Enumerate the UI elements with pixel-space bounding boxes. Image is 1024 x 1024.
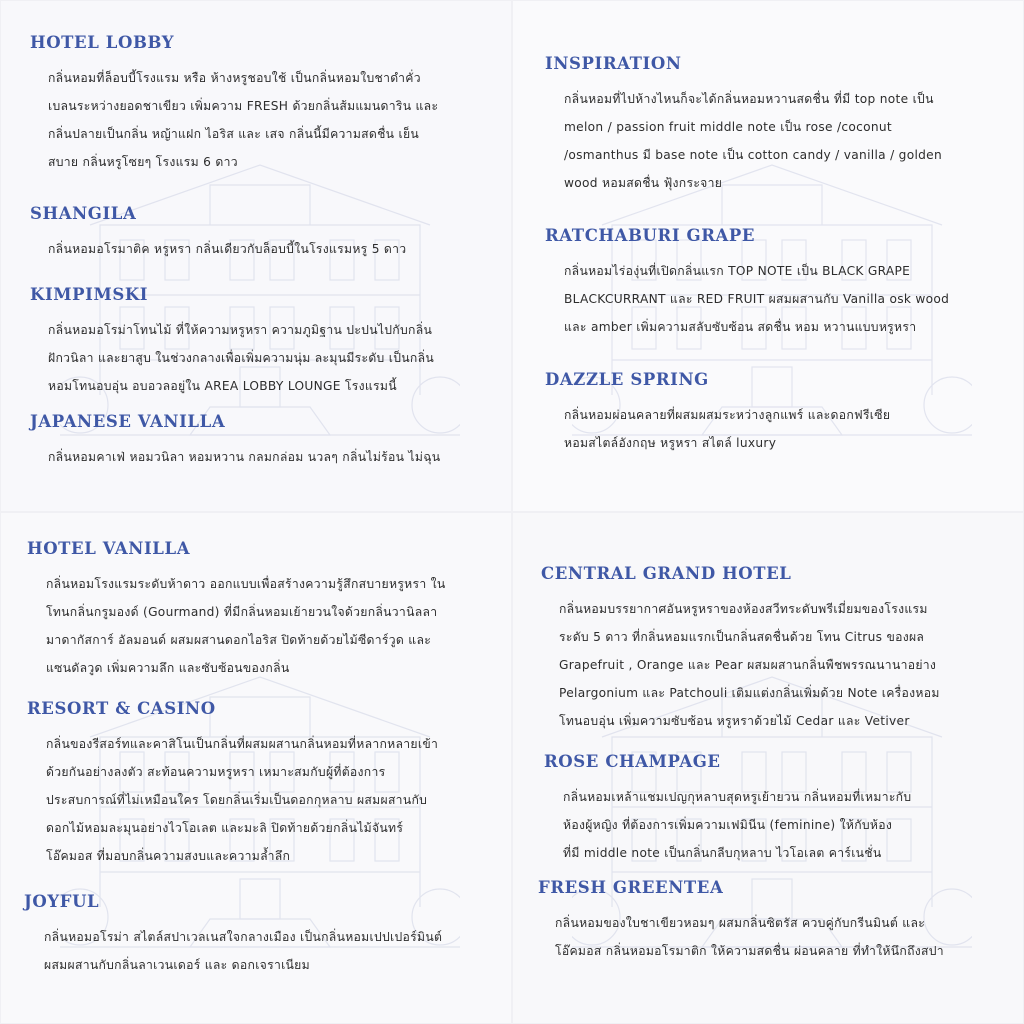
section-inspiration	[512, 54, 1024, 197]
section-description	[559, 595, 1024, 735]
description-line: กลิ่นหอมอโรมาติค หรูหรา กลิ่นเดียวกับล็อบบี้ในโรงแรมหรู 5 ดาว	[48, 242, 407, 256]
section-shangila	[0, 204, 512, 263]
description-line: กลิ่นหอมคาเฟ่ หอมวนิลา หอมหวาน กลมกล่อม นวลๆ กลิ่นไม่ร้อน ไม่ฉุน	[48, 450, 441, 464]
description-line: กลิ่นหอมบรรยากาศอันหรูหราของห้องสวีทระดับพรีเมี่ยมของโรงแรม	[559, 602, 928, 616]
section-title: JOYFUL	[24, 892, 100, 911]
description-line: โทนกลิ่นกรูมองด์ (Gourmand) ที่มีกลิ่นหอมเย้ายวนใจด้วยกลิ่นวานิลลา	[46, 605, 438, 619]
section-title: DAZZLE SPRING	[545, 370, 709, 389]
description-line: wood หอมสดชื่น ฟุ้งกระจาย	[564, 176, 723, 190]
section-dazzle-spring	[512, 370, 1024, 457]
section-title: HOTEL VANILLA	[27, 539, 191, 558]
description-line: ฝักวนิลา และยาสูบ ในช่วงกลางเพื่อเพิ่มความนุ่ม ละมุนมีระดับ เป็นกลิ่น	[48, 351, 434, 365]
description-line: กลิ่นหอมที่ล็อบบี้โรงแรม หรือ ห้างหรูชอบใช้ เป็นกลิ่นหอมใบชาดำคั่ว	[48, 71, 421, 85]
description-line: สบาย กลิ่นหรูโซยๆ โรงแรม 6 ดาว	[48, 155, 238, 169]
description-line: กลิ่นปลายเป็นกลิ่น หญ้าแฝก ไอริส และ เสจ กลิ่นนี้มีความสดชื่น เย็น	[48, 127, 420, 141]
section-title: INSPIRATION	[545, 54, 682, 73]
description-line: ผสมผสานกับกลิ่นลาเวนเดอร์ และ ดอกเจราเนียม	[44, 958, 310, 972]
section-japanese-vanilla	[0, 412, 512, 471]
section-central-grand-hotel	[512, 564, 1024, 735]
description-line: /osmanthus มี base note เป็น cotton candy / vanilla / golden	[564, 148, 942, 162]
section-kimpimski	[0, 285, 512, 400]
description-line: และ amber เพิ่มความสลับซับซ้อน สดชื่น หอม หวานแบบหรูหรา	[564, 320, 917, 334]
description-line: โทนอบอุ่น เพิ่มความซับซ้อน หรูหราด้วยไม้ Cedar และ Vetiver	[559, 714, 910, 728]
description-line: กลิ่นหอมผ่อนคลายที่ผสมผสมระหว่างลูกแพร์ และดอกฟรีเซีย	[564, 408, 891, 422]
panel-bottom-right	[512, 512, 1024, 1024]
description-line: Grapefruit , Orange และ Pear ผสมผสานกลิ่นพืชพรรณนานาอย่าง	[559, 658, 937, 672]
description-line: BLACKCURRANT และ RED FRUIT ผสมผสานกับ Vanilla osk wood	[564, 292, 950, 306]
description-line: แซนดัลวูด เพิ่มความลึก และซับซ้อนของกลิ่น	[46, 661, 290, 675]
description-line: เบลนระหว่างยอดชาเขียว เพิ่มความ FRESH ด้วยกลิ่นส้มแมนดาริน และ	[48, 99, 439, 113]
description-line: กลิ่นหอมที่ไปห้างไหนก็จะได้กลิ่นหอมหวานสดชื่น ที่มี top note เป็น	[564, 92, 934, 106]
description-line: กลิ่นหอมโรงแรมระดับห้าดาว ออกแบบเพื่อสร้างความรู้สึกสบายหรูหรา ใน	[46, 577, 446, 591]
section-title: JAPANESE VANILLA	[30, 412, 226, 431]
section-title: RESORT & CASINO	[27, 699, 216, 718]
section-title: HOTEL LOBBY	[30, 33, 175, 52]
section-ratchaburi-grape	[512, 226, 1024, 341]
section-fresh-greentea	[512, 878, 1024, 965]
section-description	[46, 570, 512, 682]
section-title: SHANGILA	[30, 204, 137, 223]
section-description	[564, 257, 1024, 341]
description-line: กลิ่นของรีสอร์ทและคาสิโนเป็นกลิ่นที่ผสมผสานกลิ่นหอมที่หลากหลายเข้า	[46, 737, 439, 751]
description-line: โอ๊คมอส กลิ่นหอมอโรมาติก ให้ความสดชื่น ผ่อนคลาย ที่ทำให้นึกถึงสปา	[555, 944, 944, 958]
section-title: KIMPIMSKI	[30, 285, 149, 304]
section-hotel-vanilla	[0, 539, 512, 682]
description-line: melon / passion fruit middle note เป็น rose /coconut	[564, 120, 892, 134]
description-line: กลิ่นหอมเหล้าแชมเปญกุหลาบสุดหรูเย้ายวน กลิ่นหอมที่เหมาะกับ	[563, 790, 912, 804]
description-line: หอมสไตล์อังกฤษ หรูหรา สไตล์ luxury	[564, 436, 777, 450]
section-title: FRESH GREENTEA	[538, 878, 724, 897]
description-line: หอมโทนอบอุ่น อบอวลอยู่ใน AREA LOBBY LOUNGE โรงแรมนี้	[48, 379, 397, 393]
description-line: ที่มี middle note เป็นกลิ่นกลีบกุหลาบ ไวโอเลต คาร์เนชั่น	[563, 846, 882, 860]
section-description	[563, 783, 1024, 867]
description-line: มาดากัสการ์ อัลมอนด์ ผสมผสานดอกไอริส ปิดท้ายด้วยไม้ซีดาร์วูด และ	[46, 633, 432, 647]
description-line: ด้วยกันอย่างลงตัว สะท้อนความหรูหรา เหมาะสมกับผู้ที่ต้องการ	[46, 765, 386, 779]
section-title: CENTRAL GRAND HOTEL	[541, 564, 792, 583]
panel-top-left	[0, 0, 512, 512]
description-line: โอ๊คมอส ที่มอบกลิ่นความสงบและความล้ำลึก	[46, 849, 291, 863]
section-description	[48, 64, 512, 176]
section-description	[48, 235, 512, 263]
description-line: ประสบการณ์ที่ไม่เหมือนใคร โดยกลิ่นเริ่มเป็นดอกกุหลาบ ผสมผสานกับ	[46, 793, 428, 807]
description-line: ระดับ 5 ดาว ที่กลิ่นหอมแรกเป็นกลิ่นสดชื่นด้วย โทน Citrus ของผล	[559, 630, 925, 644]
section-title: ROSE CHAMPAGE	[544, 752, 721, 771]
section-title: RATCHABURI GRAPE	[545, 226, 756, 245]
description-line: ห้องผู้หญิง ที่ต้องการเพิ่มความเฟมินีน (feminine) ให้กับห้อง	[563, 818, 893, 832]
description-line: Pelargonium และ Patchouli เติมแต่งกลิ่นเพิ่มด้วย Note เครื่องหอม	[559, 686, 940, 700]
section-hotel-lobby	[0, 33, 512, 176]
section-description	[44, 923, 512, 979]
section-description	[555, 909, 1024, 965]
description-line: กลิ่นหอมไร่องุ่นที่เปิดกลิ่นแรก TOP NOTE เป็น BLACK GRAPE	[564, 264, 911, 278]
panel-bottom-left	[0, 512, 512, 1024]
panel-top-right	[512, 0, 1024, 512]
section-rose-champage	[512, 752, 1024, 867]
section-joyful	[0, 892, 512, 979]
section-description	[564, 401, 1024, 457]
section-description	[48, 316, 512, 400]
section-description	[46, 730, 512, 870]
description-line: กลิ่นหอมอโรม่า สไตล์สปาเวลเนสใจกลางเมือง เป็นกลิ่นหอมเปปเปอร์มินต์	[44, 930, 443, 944]
section-description	[48, 443, 512, 471]
section-resort-casino	[0, 699, 512, 870]
description-line: กลิ่นหอมของใบชาเขียวหอมๆ ผสมกลิ่นซิตรัส ควบคู่กับกรีนมินต์ และ	[555, 916, 926, 930]
description-line: ดอกไม้หอมละมุนอย่างไวโอเลต และมะลิ ปิดท้ายด้วยกลิ่นไม้จันทร์	[46, 821, 404, 835]
section-description	[564, 85, 1024, 197]
description-line: กลิ่นหอมอโรม่าโทนไม้ ที่ให้ความหรูหรา ความภูมิฐาน ปะปนไปกับกลิ่น	[48, 323, 433, 337]
